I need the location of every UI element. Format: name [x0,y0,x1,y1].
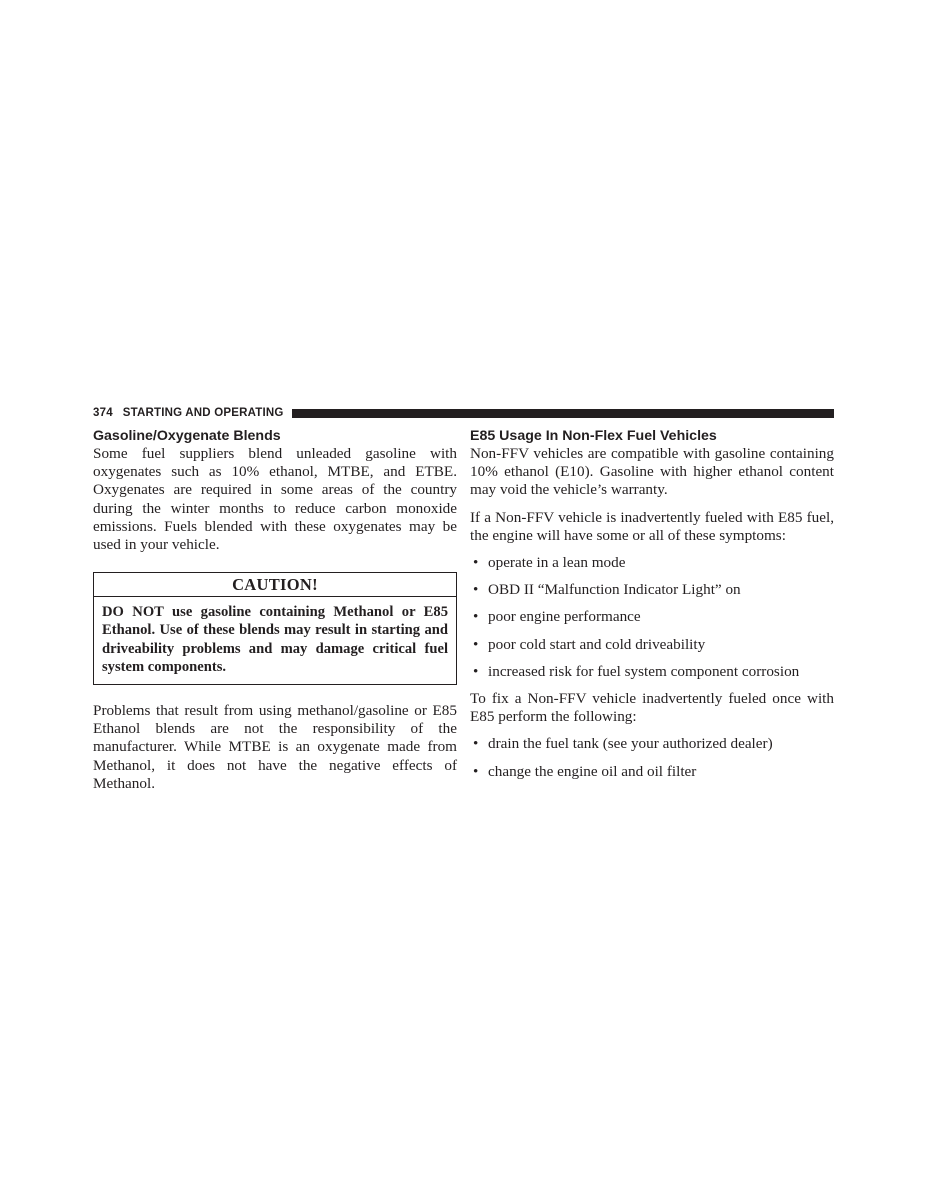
methanol-responsibility-paragraph: Problems that result from using methanol/gasoline or E85 Ethanol blends are not the responsibility of the manufacturer. While MTBE is an oxygenate made from Methanol, it does not have the negative effects of Methanol. [93,702,457,792]
right-column [470,427,834,781]
list-item: • OBD II “Malfunction Indicator Light” on [473,581,741,599]
list-item: • operate in a lean mode [473,554,626,572]
fix-steps-list [470,735,834,780]
left-column [93,427,457,793]
bullet-icon: • [473,735,479,753]
bullet-icon: • [473,581,479,599]
list-item: • poor engine performance [473,608,641,626]
list-item: • change the engine oil and oil filter [473,762,697,780]
list-item: • poor cold start and cold driveability [473,635,706,653]
caution-box [93,572,457,685]
bullet-icon: • [473,608,479,626]
caution-text: DO NOT use gasoline containing Methanol or E85 Ethanol. Use of these blends may result in starting and driveability problems and may damage critical fuel system components. [102,604,448,675]
bullet-icon: • [473,635,479,653]
bullet-icon: • [473,762,479,780]
page-number: 374 [93,407,113,419]
page-header [93,405,834,421]
header-rule [292,409,834,418]
oxygenate-intro-paragraph: Some fuel suppliers blend unleaded gasoline with oxygenates such as 10% ethanol, MTBE, and ETBE. Oxygenates are required in some areas of the country during the winter months to reduce carbon monoxide emissions. Fuels blended with these oxygenates may be used in your vehicle. [93,445,457,554]
e85-symptoms-intro-paragraph: If a Non-FFV vehicle is inadvertently fueled with E85 fuel, the engine will have some or all of these symptoms: [470,508,834,544]
section-title: STARTING AND OPERATING [122,407,284,419]
caution-title: CAUTION! [94,573,456,597]
bullet-icon: • [473,662,479,680]
ffv-compatibility-paragraph: Non-FFV vehicles are compatible with gasoline containing 10% ethanol (E10). Gasoline with higher ethanol content may void the vehicle’s warranty. [470,445,834,499]
symptoms-list [470,554,834,681]
heading-e85-usage: E85 Usage In Non-Flex Fuel Vehicles [470,428,717,444]
bullet-icon: • [473,554,479,572]
fix-procedure-intro-paragraph: To fix a Non-FFV vehicle inadvertently fueled once with E85 perform the following: [470,690,834,726]
heading-gasoline-oxygenate-blends: Gasoline/Oxygenate Blends [93,428,281,444]
list-item: • increased risk for fuel system component corrosion [473,662,800,680]
list-item: • drain the fuel tank (see your authorized dealer) [473,735,773,753]
